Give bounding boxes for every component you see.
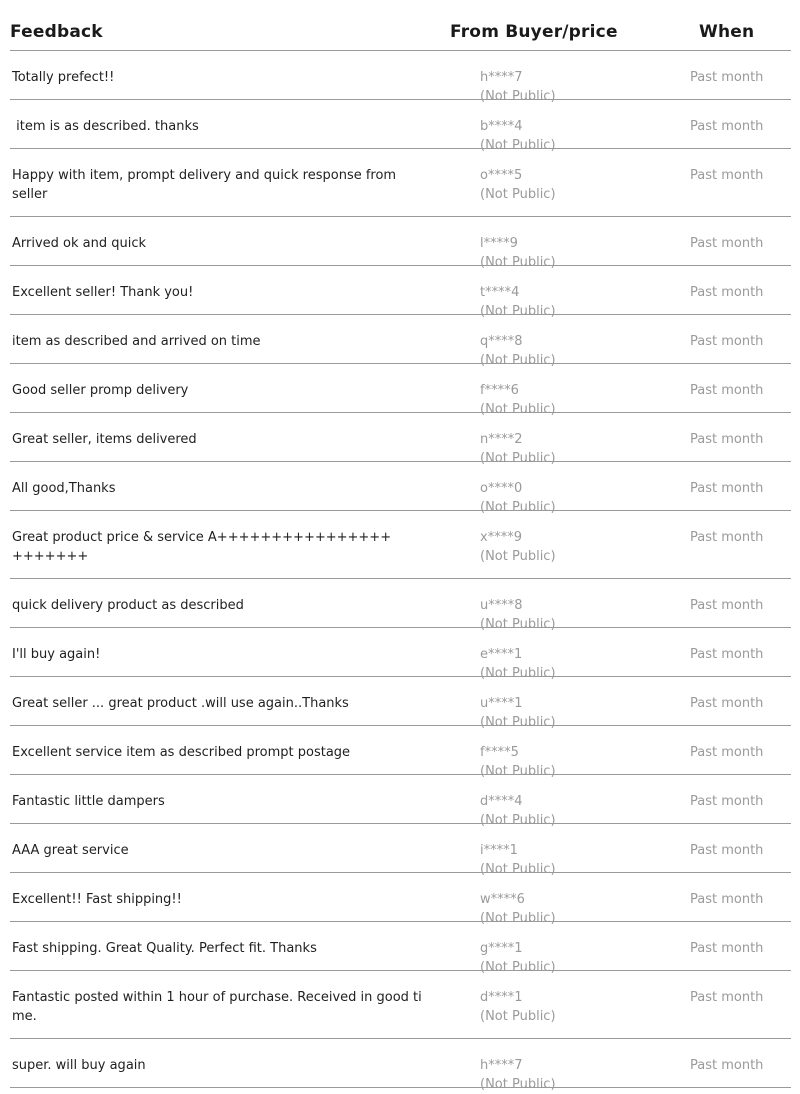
feedback-column-header: Feedback bbox=[10, 22, 103, 42]
when-cell: Past month bbox=[690, 168, 764, 183]
feedback-comment: Fast shipping. Great Quality. Perfect fit. Thanks bbox=[12, 941, 317, 956]
feedback-comment: Excellent!! Fast shipping!! bbox=[12, 892, 182, 907]
price-text: (Not Public) bbox=[480, 960, 556, 975]
buyer-id: q****8 bbox=[480, 334, 523, 349]
table-row bbox=[10, 413, 791, 466]
when-cell: Past month bbox=[690, 941, 764, 956]
price-text: (Not Public) bbox=[480, 1077, 556, 1092]
buyer-id: h****7 bbox=[480, 70, 523, 85]
table-row bbox=[10, 51, 791, 104]
table-row bbox=[10, 1039, 791, 1092]
feedback-comment: Happy with item, prompt delivery and quick response from seller bbox=[12, 168, 397, 202]
feedback-comment: Excellent seller! Thank you! bbox=[12, 285, 194, 300]
buyer-id: w****6 bbox=[480, 892, 525, 907]
table-row bbox=[10, 364, 791, 417]
table-row bbox=[10, 100, 791, 153]
when-cell: Past month bbox=[690, 745, 764, 760]
table-row bbox=[10, 677, 791, 730]
feedback-comment: Great seller, items delivered bbox=[12, 432, 197, 447]
price-text: (Not Public) bbox=[480, 402, 556, 417]
price-text: (Not Public) bbox=[480, 89, 556, 104]
table-row bbox=[10, 873, 791, 926]
feedback-comment: AAA great service bbox=[12, 843, 129, 858]
feedback-comment: Excellent service item as described prompt postage bbox=[12, 745, 351, 760]
feedback-comment: Arrived ok and quick bbox=[12, 236, 147, 251]
price-text: (Not Public) bbox=[480, 715, 556, 730]
when-cell: Past month bbox=[690, 383, 764, 398]
price-text: (Not Public) bbox=[480, 304, 556, 319]
buyer-id: e****1 bbox=[480, 647, 523, 662]
buyer-id: h****7 bbox=[480, 1058, 523, 1073]
price-text: (Not Public) bbox=[480, 1009, 556, 1024]
buyer-id: x****9 bbox=[480, 530, 522, 545]
when-cell: Past month bbox=[690, 1058, 764, 1073]
when-cell: Past month bbox=[690, 119, 764, 134]
feedback-comment: Totally prefect!! bbox=[12, 70, 115, 85]
buyer-id: i****1 bbox=[480, 843, 518, 858]
feedback-comment: I'll buy again! bbox=[12, 647, 101, 662]
price-text: (Not Public) bbox=[480, 813, 556, 828]
price-text: (Not Public) bbox=[480, 862, 556, 877]
buyer-id: u****8 bbox=[480, 598, 523, 613]
table-row bbox=[10, 149, 791, 217]
buyer-id: u****1 bbox=[480, 696, 523, 711]
feedback-comment: item as described and arrived on time bbox=[12, 334, 261, 349]
buyer-cell bbox=[480, 988, 630, 1026]
when-cell: Past month bbox=[690, 432, 764, 447]
buyer-cell bbox=[480, 1056, 630, 1094]
feedback-comment: Great seller ... great product .will use again..Thanks bbox=[12, 696, 349, 711]
buyer-id: g****1 bbox=[480, 941, 523, 956]
feedback-comment: Great product price & service A+++++++++++++++++++++++ bbox=[12, 530, 392, 564]
price-text: (Not Public) bbox=[480, 764, 556, 779]
table-row bbox=[10, 726, 791, 779]
buyer-id: d****1 bbox=[480, 990, 523, 1005]
when-cell: Past month bbox=[690, 647, 764, 662]
buyer-id: t****4 bbox=[480, 285, 520, 300]
price-text: (Not Public) bbox=[480, 451, 556, 466]
when-cell: Past month bbox=[690, 696, 764, 711]
table-row bbox=[10, 775, 791, 828]
when-cell: Past month bbox=[690, 892, 764, 907]
when-cell: Past month bbox=[690, 70, 764, 85]
table-row bbox=[10, 579, 791, 632]
when-cell: Past month bbox=[690, 598, 764, 613]
when-cell: Past month bbox=[690, 794, 764, 809]
when-cell: Past month bbox=[690, 285, 764, 300]
feedback-table bbox=[10, 20, 791, 1092]
when-cell: Past month bbox=[690, 990, 764, 1005]
table-row bbox=[10, 462, 791, 515]
buyer-id: n****2 bbox=[480, 432, 523, 447]
price-text: (Not Public) bbox=[480, 138, 556, 153]
buyer-id: f****5 bbox=[480, 745, 519, 760]
price-text: (Not Public) bbox=[480, 500, 556, 515]
price-text: (Not Public) bbox=[480, 353, 556, 368]
when-cell: Past month bbox=[690, 334, 764, 349]
when-cell: Past month bbox=[690, 843, 764, 858]
price-text: (Not Public) bbox=[480, 617, 556, 632]
when-column-header: When bbox=[699, 22, 755, 42]
when-cell: Past month bbox=[690, 530, 764, 545]
buyer-id: b****4 bbox=[480, 119, 523, 134]
table-row bbox=[10, 628, 791, 681]
feedback-comment: quick delivery product as described bbox=[12, 598, 244, 613]
table-row bbox=[10, 922, 791, 975]
buyer-id: d****4 bbox=[480, 794, 523, 809]
table-header bbox=[10, 20, 791, 51]
feedback-comment: All good,Thanks bbox=[12, 481, 116, 496]
feedback-comment: Fantastic little dampers bbox=[12, 794, 165, 809]
table-row bbox=[10, 971, 791, 1039]
price-text: (Not Public) bbox=[480, 255, 556, 270]
feedback-comment: Good seller promp delivery bbox=[12, 383, 189, 398]
buyer-id: o****0 bbox=[480, 481, 523, 496]
table-row bbox=[10, 824, 791, 877]
price-text: (Not Public) bbox=[480, 187, 556, 202]
buyer-id: f****6 bbox=[480, 383, 519, 398]
buyer-cell bbox=[480, 166, 630, 204]
buyer-id: o****5 bbox=[480, 168, 523, 183]
price-text: (Not Public) bbox=[480, 911, 556, 926]
table-row bbox=[10, 511, 791, 579]
table-row bbox=[10, 266, 791, 319]
feedback-comment: Fantastic posted within 1 hour of purchase. Received in good time. bbox=[12, 990, 422, 1024]
feedback-comment: super. will buy again bbox=[12, 1058, 146, 1073]
buyer-cell bbox=[480, 528, 630, 566]
table-row bbox=[10, 217, 791, 270]
price-text: (Not Public) bbox=[480, 549, 556, 564]
table-row bbox=[10, 315, 791, 368]
when-cell: Past month bbox=[690, 236, 764, 251]
buyer-id: l****9 bbox=[480, 236, 518, 251]
feedback-comment: item is as described. thanks bbox=[12, 119, 199, 134]
price-text: (Not Public) bbox=[480, 666, 556, 681]
from-buyer-price-column-header: From Buyer/price bbox=[450, 22, 618, 42]
when-cell: Past month bbox=[690, 481, 764, 496]
